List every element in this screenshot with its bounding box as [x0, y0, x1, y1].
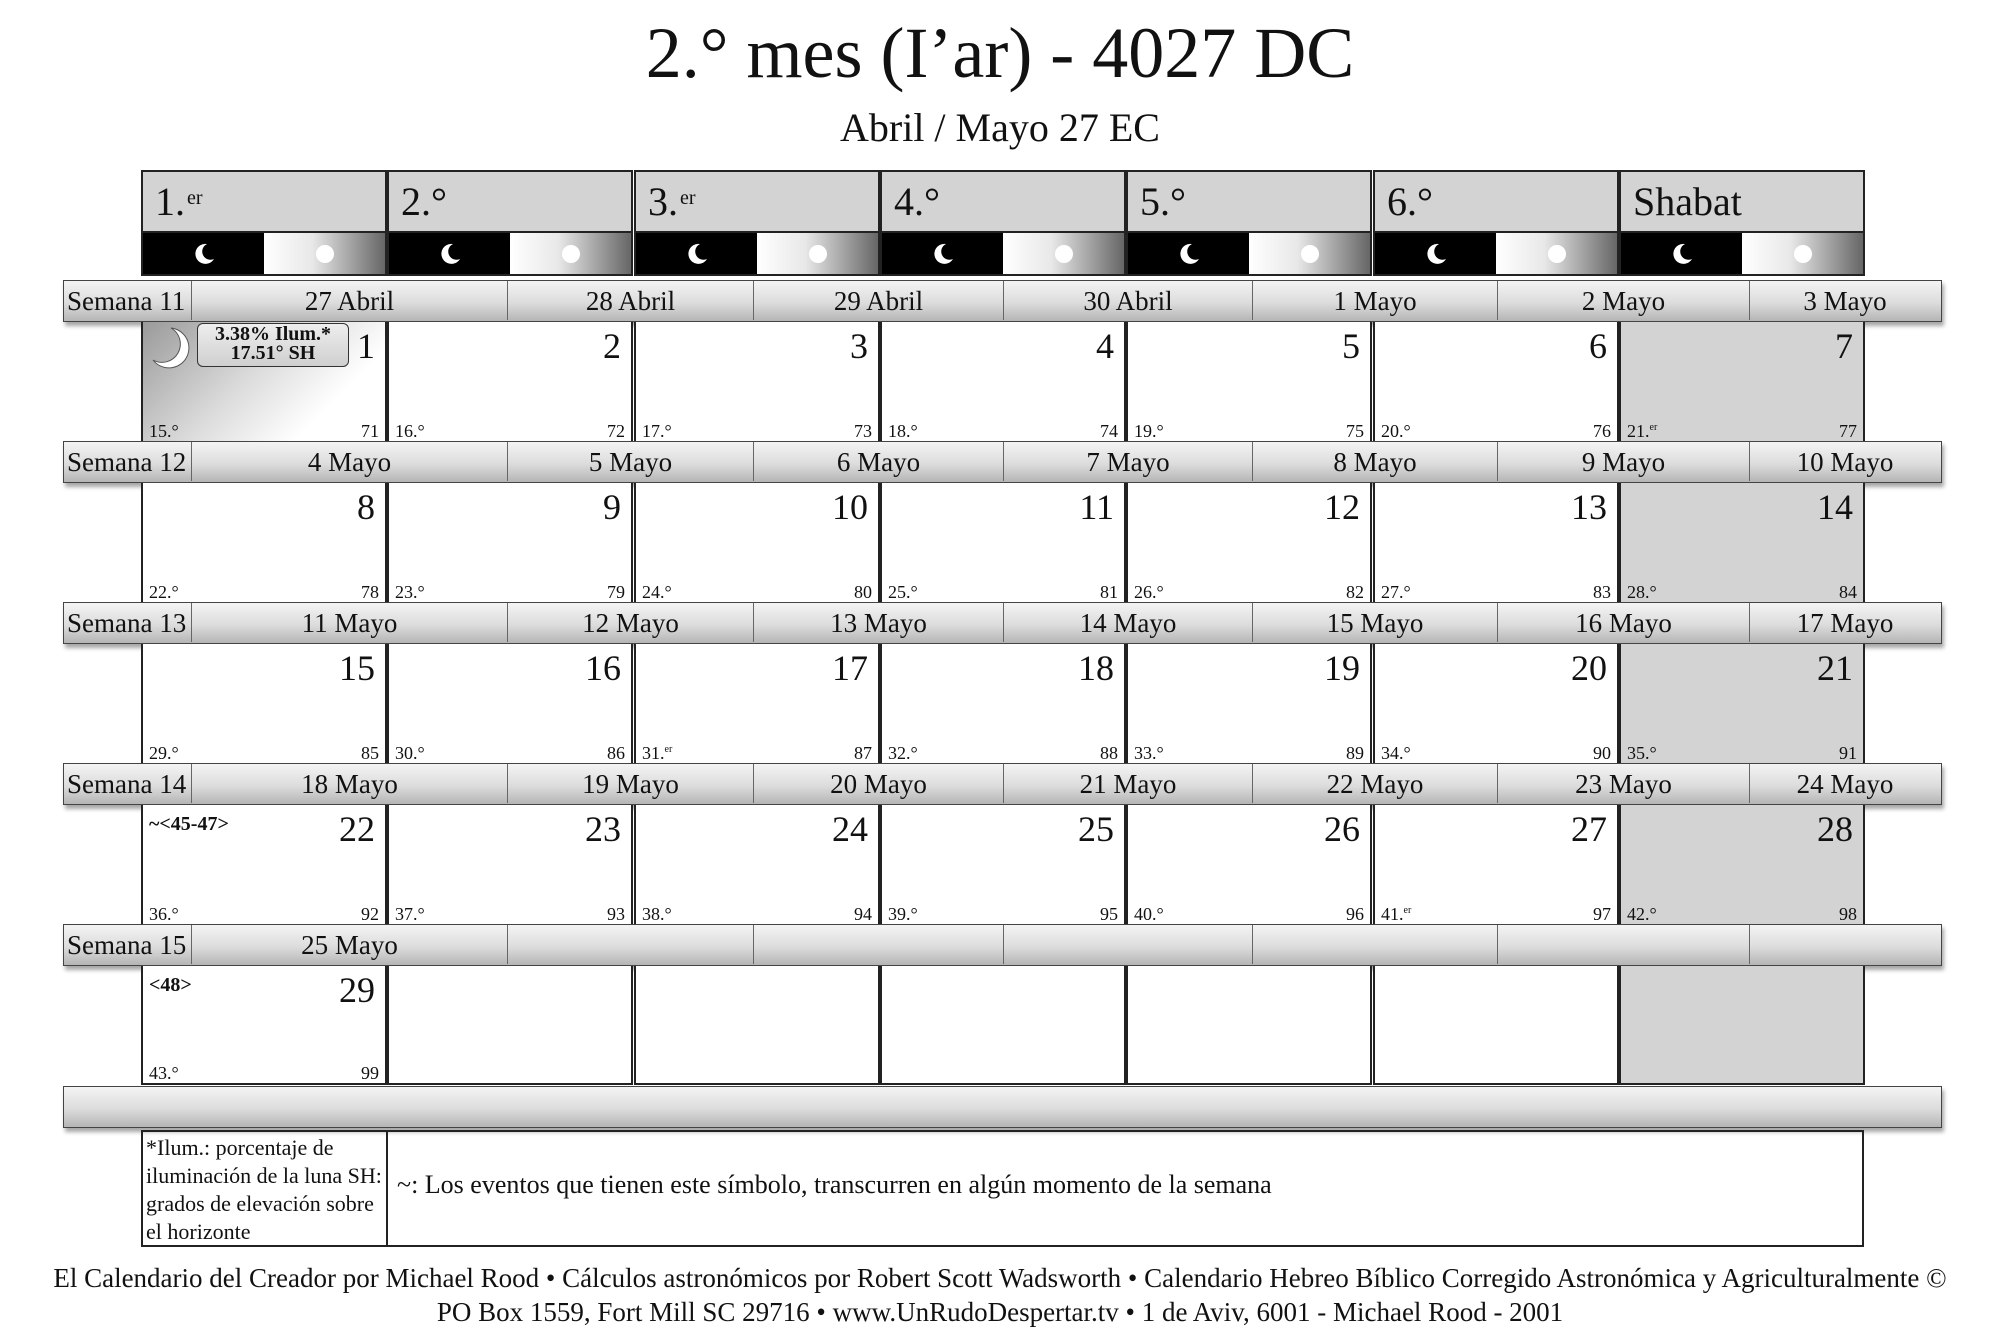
gregorian-date — [1497, 925, 1749, 964]
day-cell — [880, 966, 1126, 1085]
full-moon-icon — [1496, 233, 1617, 274]
week-label: Semana 15 — [64, 925, 192, 964]
omer-ordinal — [642, 740, 672, 763]
weekday-header-2 — [387, 170, 633, 233]
day-note: <48> — [149, 974, 192, 996]
day-cell — [634, 644, 880, 763]
day-number: 11 — [1079, 487, 1114, 527]
day-cell — [1126, 483, 1372, 602]
day-cell — [387, 483, 633, 602]
gregorian-date: 9 Mayo — [1497, 442, 1749, 481]
omer-ordinal-suffix: er — [1649, 422, 1658, 433]
omer-ordinal-value: 30.° — [395, 743, 425, 763]
day-number: 1 — [357, 326, 375, 366]
week-label: Semana 14 — [64, 764, 192, 803]
omer-ordinal — [1381, 579, 1411, 602]
gregorian-date: 14 Mayo — [1003, 603, 1252, 642]
day-cell — [141, 483, 387, 602]
omer-ordinal-suffix: er — [664, 744, 673, 755]
weekday-header-label: 6.° — [1387, 179, 1433, 224]
omer-ordinal — [1381, 901, 1411, 924]
gregorian-date — [1003, 925, 1252, 964]
omer-ordinal-value: 43.° — [149, 1063, 179, 1083]
omer-ordinal — [888, 418, 918, 441]
gregorian-date: 24 Mayo — [1749, 764, 1940, 803]
week-bar — [63, 280, 1942, 322]
day-number: 5 — [1342, 326, 1360, 366]
omer-ordinal-value: 26.° — [1134, 582, 1164, 602]
weekday-header-label: 3. — [648, 179, 678, 224]
day-cell — [141, 966, 387, 1085]
omer-ordinal-value: 41. — [1381, 904, 1404, 924]
full-moon-icon — [1742, 233, 1863, 274]
gregorian-date: 30 Abril — [1003, 281, 1252, 320]
gregorian-date: 16 Mayo — [1497, 603, 1749, 642]
week-bar — [63, 924, 1942, 966]
omer-ordinal — [149, 418, 179, 441]
day-cell — [141, 644, 387, 763]
day-count: 95 — [1100, 904, 1118, 924]
day-cell — [387, 966, 633, 1085]
gregorian-date: 8 Mayo — [1252, 442, 1497, 481]
footer-credits: El Calendario del Creador por Michael Rood • Cálculos astronómicos por Robert Scott Wadsworth • Calendario Hebreo Bíblico Corregido Astronómica y Agriculturalmente © — [53, 1263, 1947, 1293]
crescent-moon-icon — [882, 233, 1003, 274]
day-number: 16 — [585, 648, 621, 688]
day-number: 3 — [850, 326, 868, 366]
weekday-header-suffix: er — [680, 187, 696, 209]
omer-ordinal — [1627, 418, 1657, 441]
day-count: 86 — [607, 743, 625, 763]
moon-phase-strip — [141, 233, 387, 276]
gregorian-date: 25 Mayo — [301, 930, 398, 960]
day-note: ~<45-47> — [149, 813, 229, 835]
footer-address: PO Box 1559, Fort Mill SC 29716 • www.UnRudoDespertar.tv • 1 de Aviv, 6001 - Michael Rood - 2001 — [436, 1297, 1564, 1327]
day-count: 83 — [1593, 582, 1611, 602]
omer-ordinal — [1627, 579, 1657, 602]
omer-ordinal-value: 37.° — [395, 904, 425, 924]
omer-ordinal — [642, 418, 672, 441]
day-cell — [1126, 644, 1372, 763]
gregorian-date: 23 Mayo — [1497, 764, 1749, 803]
gregorian-date: 27 Abril — [304, 286, 395, 316]
full-moon-icon — [1003, 233, 1124, 274]
full-moon-icon — [264, 233, 385, 274]
crescent-moon-icon — [1621, 233, 1742, 274]
week-bar — [63, 441, 1942, 483]
day-cell — [880, 322, 1126, 441]
gregorian-date: 19 Mayo — [507, 764, 753, 803]
day-cell — [387, 322, 633, 441]
omer-ordinal — [888, 901, 918, 924]
moon-phase-strip — [1126, 233, 1372, 276]
omer-ordinal — [395, 418, 425, 441]
omer-ordinal-value: 22.° — [149, 582, 179, 602]
omer-ordinal — [1381, 418, 1411, 441]
day-count: 87 — [854, 743, 872, 763]
day-cell — [634, 483, 880, 602]
legend-moon-explanation: *Ilum.: porcentaje de iluminación de la luna SH: grados de elevación sobre el horizonte — [141, 1130, 388, 1247]
day-cell — [634, 805, 880, 924]
gregorian-date: 10 Mayo — [1749, 442, 1940, 481]
full-moon-icon — [1249, 233, 1370, 274]
moon-phase-strip — [634, 233, 880, 276]
day-cell — [634, 322, 880, 441]
day-cell — [1373, 322, 1619, 441]
weekday-header-label: 4.° — [894, 179, 940, 224]
day-count: 90 — [1593, 743, 1611, 763]
day-cell — [1373, 805, 1619, 924]
moon-elevation: 17.51° SH — [230, 342, 316, 364]
new-moon-crescent-icon — [145, 324, 193, 372]
omer-ordinal-value: 36.° — [149, 904, 179, 924]
day-number: 7 — [1835, 326, 1853, 366]
shabbat-day-cell — [1619, 483, 1865, 602]
weekday-header-label: Shabat — [1633, 179, 1742, 224]
day-count: 99 — [361, 1063, 379, 1083]
gregorian-date: 29 Abril — [753, 281, 1003, 320]
omer-ordinal — [149, 901, 179, 924]
week-label: Semana 12 — [64, 442, 192, 481]
gregorian-date: 20 Mayo — [753, 764, 1003, 803]
day-number: 23 — [585, 809, 621, 849]
full-moon-icon — [510, 233, 631, 274]
day-number: 18 — [1078, 648, 1114, 688]
day-number: 6 — [1589, 326, 1607, 366]
moon-illumination: 3.38% Ilum.* — [214, 323, 332, 345]
day-count: 98 — [1839, 904, 1857, 924]
shabbat-day-cell — [1619, 644, 1865, 763]
day-count: 74 — [1100, 421, 1118, 441]
omer-ordinal — [1627, 901, 1657, 924]
day-number: 21 — [1817, 648, 1853, 688]
omer-ordinal — [642, 901, 672, 924]
day-count: 88 — [1100, 743, 1118, 763]
omer-ordinal — [149, 1060, 179, 1083]
gregorian-date: 6 Mayo — [753, 442, 1003, 481]
gregorian-date: 7 Mayo — [1003, 442, 1252, 481]
moon-phase-strip — [1619, 233, 1865, 276]
gregorian-date — [507, 925, 753, 964]
crescent-moon-icon — [1128, 233, 1249, 274]
moon-illumination-box — [197, 323, 349, 367]
omer-ordinal-value: 34.° — [1381, 743, 1411, 763]
day-number: 28 — [1817, 809, 1853, 849]
omer-ordinal — [149, 579, 179, 602]
weekday-header-6 — [1373, 170, 1619, 233]
day-number: 13 — [1571, 487, 1607, 527]
day-number: 20 — [1571, 648, 1607, 688]
weekday-header-5 — [1126, 170, 1372, 233]
omer-ordinal — [395, 579, 425, 602]
gregorian-date: 5 Mayo — [507, 442, 753, 481]
omer-ordinal — [395, 901, 425, 924]
bottom-bar — [63, 1086, 1942, 1128]
gregorian-date: 4 Mayo — [307, 447, 392, 477]
omer-ordinal-value: 33.° — [1134, 743, 1164, 763]
shabbat-day-cell — [1619, 805, 1865, 924]
omer-ordinal-value: 32.° — [888, 743, 918, 763]
omer-ordinal — [888, 579, 918, 602]
day-cell — [387, 805, 633, 924]
omer-ordinal-suffix: er — [1403, 905, 1412, 916]
day-count: 85 — [361, 743, 379, 763]
day-number: 27 — [1571, 809, 1607, 849]
day-number: 26 — [1324, 809, 1360, 849]
weekday-header-suffix: er — [187, 187, 203, 209]
omer-ordinal-value: 25.° — [888, 582, 918, 602]
omer-ordinal-value: 27.° — [1381, 582, 1411, 602]
omer-ordinal-value: 38.° — [642, 904, 672, 924]
day-number: 17 — [832, 648, 868, 688]
weekday-header-1 — [141, 170, 387, 233]
day-cell — [880, 483, 1126, 602]
day-cell — [1126, 805, 1372, 924]
day-number: 15 — [339, 648, 375, 688]
shabbat-day-cell — [1619, 322, 1865, 441]
gregorian-date: 18 Mayo — [301, 769, 398, 799]
legend-symbol-explanation — [387, 1130, 1864, 1247]
day-number: 2 — [603, 326, 621, 366]
omer-ordinal-value: 21. — [1627, 421, 1650, 441]
day-cell — [387, 644, 633, 763]
omer-ordinal — [1134, 418, 1164, 441]
gregorian-date — [1252, 925, 1497, 964]
weekday-header-4 — [880, 170, 1126, 233]
gregorian-date: 3 Mayo — [1749, 281, 1940, 320]
weekday-header-3 — [634, 170, 880, 233]
day-cell — [634, 966, 880, 1085]
omer-ordinal-value: 18.° — [888, 421, 918, 441]
day-count: 92 — [361, 904, 379, 924]
gregorian-date: 15 Mayo — [1252, 603, 1497, 642]
omer-ordinal — [888, 740, 918, 763]
day-number: 4 — [1096, 326, 1114, 366]
gregorian-date — [1749, 925, 1940, 964]
crescent-moon-icon — [389, 233, 510, 274]
day-count: 82 — [1346, 582, 1364, 602]
day-count: 71 — [361, 421, 379, 441]
omer-ordinal-value: 16.° — [395, 421, 425, 441]
gregorian-date: 28 Abril — [507, 281, 753, 320]
omer-ordinal-value: 24.° — [642, 582, 672, 602]
day-count: 78 — [361, 582, 379, 602]
omer-ordinal — [1627, 740, 1657, 763]
day-cell — [1373, 483, 1619, 602]
day-number: 29 — [339, 970, 375, 1010]
omer-ordinal — [395, 740, 425, 763]
crescent-moon-icon — [143, 233, 264, 274]
omer-ordinal — [149, 740, 179, 763]
omer-ordinal-value: 19.° — [1134, 421, 1164, 441]
day-number: 9 — [603, 487, 621, 527]
day-count: 93 — [607, 904, 625, 924]
day-count: 72 — [607, 421, 625, 441]
day-cell — [1373, 644, 1619, 763]
day-number: 19 — [1324, 648, 1360, 688]
week-label: Semana 13 — [64, 603, 192, 642]
omer-ordinal-value: 17.° — [642, 421, 672, 441]
weekday-header-label: 1. — [155, 179, 185, 224]
moon-phase-strip — [880, 233, 1126, 276]
day-cell — [141, 805, 387, 924]
omer-ordinal-value: 29.° — [149, 743, 179, 763]
crescent-moon-icon — [1375, 233, 1496, 274]
gregorian-date: 1 Mayo — [1252, 281, 1497, 320]
day-count: 91 — [1839, 743, 1857, 763]
gregorian-date: 17 Mayo — [1749, 603, 1940, 642]
day-number: 8 — [357, 487, 375, 527]
day-number: 24 — [832, 809, 868, 849]
omer-ordinal — [1134, 740, 1164, 763]
omer-ordinal-value: 28.° — [1627, 582, 1657, 602]
omer-ordinal-value: 35.° — [1627, 743, 1657, 763]
crescent-moon-icon — [636, 233, 757, 274]
omer-ordinal-value: 42.° — [1627, 904, 1657, 924]
week-bar — [63, 763, 1942, 805]
omer-ordinal-value: 31. — [642, 743, 665, 763]
legend-symbol-text: ~: Los eventos que tienen este símbolo, transcurren en algún momento de la semana — [397, 1170, 1272, 1199]
gregorian-date: 11 Mayo — [301, 608, 398, 638]
page-title: 2.° mes (I’ar) - 4027 DC — [645, 13, 1355, 93]
day-cell — [1126, 966, 1372, 1085]
gregorian-date: 22 Mayo — [1252, 764, 1497, 803]
day-number: 14 — [1817, 487, 1853, 527]
day-cell — [880, 805, 1126, 924]
shabbat-day-cell — [1619, 966, 1865, 1085]
day-count: 76 — [1593, 421, 1611, 441]
gregorian-date: 13 Mayo — [753, 603, 1003, 642]
day-count: 77 — [1839, 421, 1857, 441]
omer-ordinal — [1134, 901, 1164, 924]
omer-ordinal-value: 20.° — [1381, 421, 1411, 441]
day-number: 22 — [339, 809, 375, 849]
weekday-header-7 — [1619, 170, 1865, 233]
day-count: 94 — [854, 904, 872, 924]
weekday-header-label: 2.° — [401, 179, 447, 224]
day-count: 84 — [1839, 582, 1857, 602]
day-count: 79 — [607, 582, 625, 602]
day-cell — [1126, 322, 1372, 441]
day-count: 73 — [854, 421, 872, 441]
day-number: 10 — [832, 487, 868, 527]
day-count: 80 — [854, 582, 872, 602]
omer-ordinal-value: 39.° — [888, 904, 918, 924]
omer-ordinal-value: 23.° — [395, 582, 425, 602]
page-subtitle: Abril / Mayo 27 EC — [840, 105, 1160, 150]
weekday-header-label: 5.° — [1140, 179, 1186, 224]
day-count: 97 — [1593, 904, 1611, 924]
full-moon-icon — [757, 233, 878, 274]
day-number: 25 — [1078, 809, 1114, 849]
day-cell — [141, 322, 387, 441]
gregorian-date: 12 Mayo — [507, 603, 753, 642]
day-count: 89 — [1346, 743, 1364, 763]
moon-phase-strip — [387, 233, 633, 276]
week-bar — [63, 602, 1942, 644]
omer-ordinal — [642, 579, 672, 602]
omer-ordinal — [1134, 579, 1164, 602]
week-label: Semana 11 — [64, 281, 192, 320]
day-cell — [1373, 966, 1619, 1085]
gregorian-date: 21 Mayo — [1003, 764, 1252, 803]
day-number: 12 — [1324, 487, 1360, 527]
day-count: 75 — [1346, 421, 1364, 441]
moon-phase-strip — [1373, 233, 1619, 276]
omer-ordinal-value: 40.° — [1134, 904, 1164, 924]
omer-ordinal-value: 15.° — [149, 421, 179, 441]
gregorian-date: 2 Mayo — [1497, 281, 1749, 320]
day-count: 81 — [1100, 582, 1118, 602]
omer-ordinal — [1381, 740, 1411, 763]
day-cell — [880, 644, 1126, 763]
day-count: 96 — [1346, 904, 1364, 924]
gregorian-date — [753, 925, 1003, 964]
